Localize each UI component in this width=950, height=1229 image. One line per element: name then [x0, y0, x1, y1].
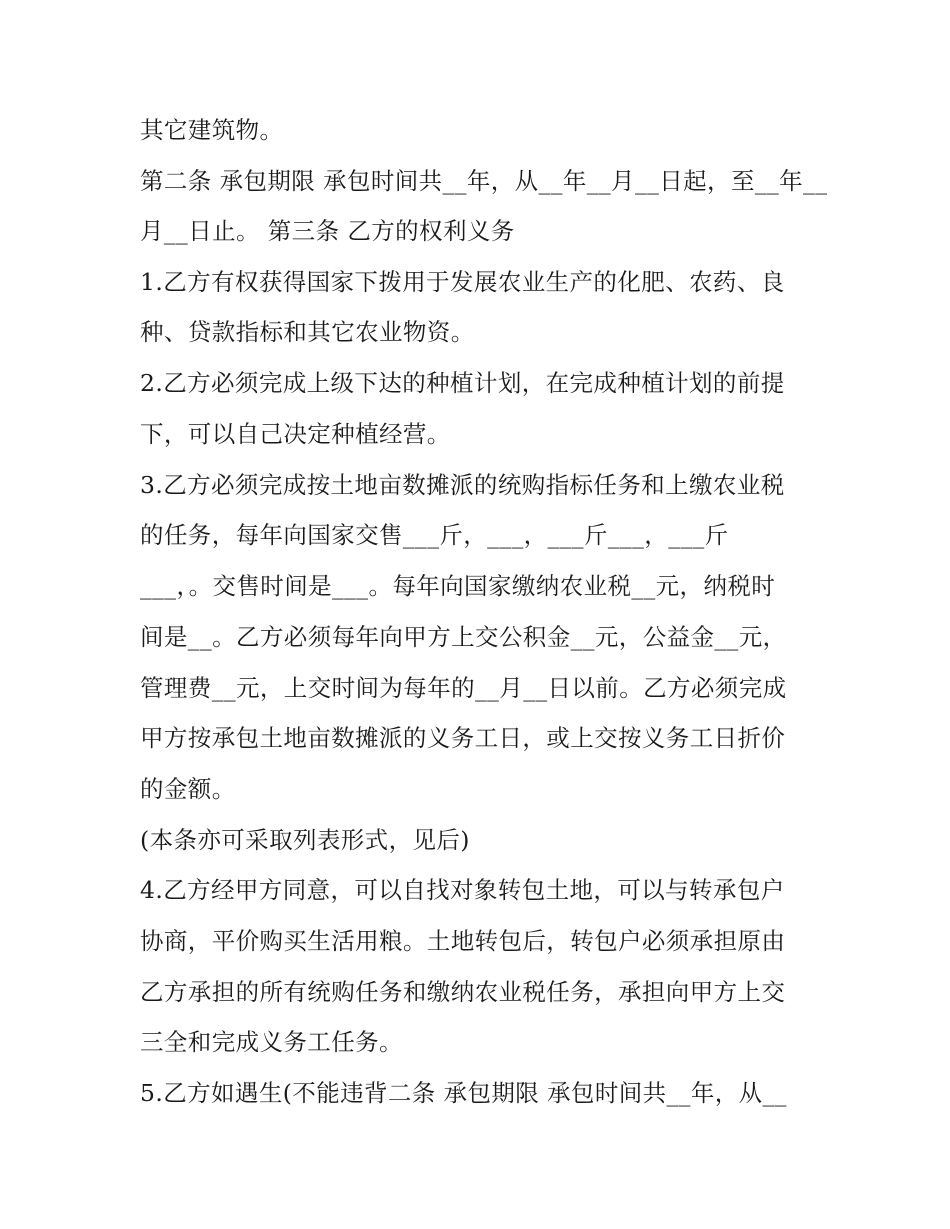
text-line: 第二条 承包期限 承包时间共__年，从__年__月__日起，至__年__: [140, 167, 828, 195]
text-line: 间是__。乙方必须每年向甲方上交公积金__元，公益金__元，: [140, 623, 787, 651]
text-line: 5.乙方如遇生(不能违背二条 承包期限 承包时间共__年，从__: [140, 1079, 787, 1107]
text-line: 2.乙方必须完成上级下达的种植计划，在完成种植计划的前提: [140, 369, 785, 397]
text-line: 管理费__元，上交时间为每年的__月__日以前。乙方必须完成: [140, 674, 787, 702]
text-line: 4.乙方经甲方同意，可以自找对象转包土地，可以与转承包户: [140, 876, 785, 904]
text-line: 协商，平价购买生活用粮。土地转包后，转包户必须承担原由: [140, 927, 786, 955]
text-line: 1.乙方有权获得国家下拨用于发展农业生产的化肥、农药、良: [140, 268, 785, 296]
text-line: 的任务，每年向国家交售___斤，___，___斤___，___斤: [140, 521, 729, 549]
text-line: 其它建筑物。: [140, 116, 284, 144]
text-line: 月__日止。 第三条 乙方的权利义务: [140, 217, 515, 245]
text-line: 甲方按承包土地亩数摊派的义务工日，或上交按义务工日折价: [140, 724, 786, 752]
text-line: 种、贷款指标和其它农业物资。: [140, 318, 475, 346]
text-line: 3.乙方必须完成按土地亩数摊派的统购指标任务和上缴农业税: [140, 471, 785, 499]
text-line: 三全和完成义务工任务。: [140, 1028, 403, 1056]
text-line: ___，。交售时间是___。每年向国家缴纳农业税__元，纳税时: [140, 572, 776, 600]
text-line: 乙方承担的所有统购任务和缴纳农业税任务，承担向甲方上交: [140, 978, 786, 1006]
text-line: (本条亦可采取列表形式，见后): [140, 826, 470, 854]
text-line: 的金额。: [140, 775, 236, 803]
text-line: 下，可以自己决定种植经营。: [140, 420, 451, 448]
